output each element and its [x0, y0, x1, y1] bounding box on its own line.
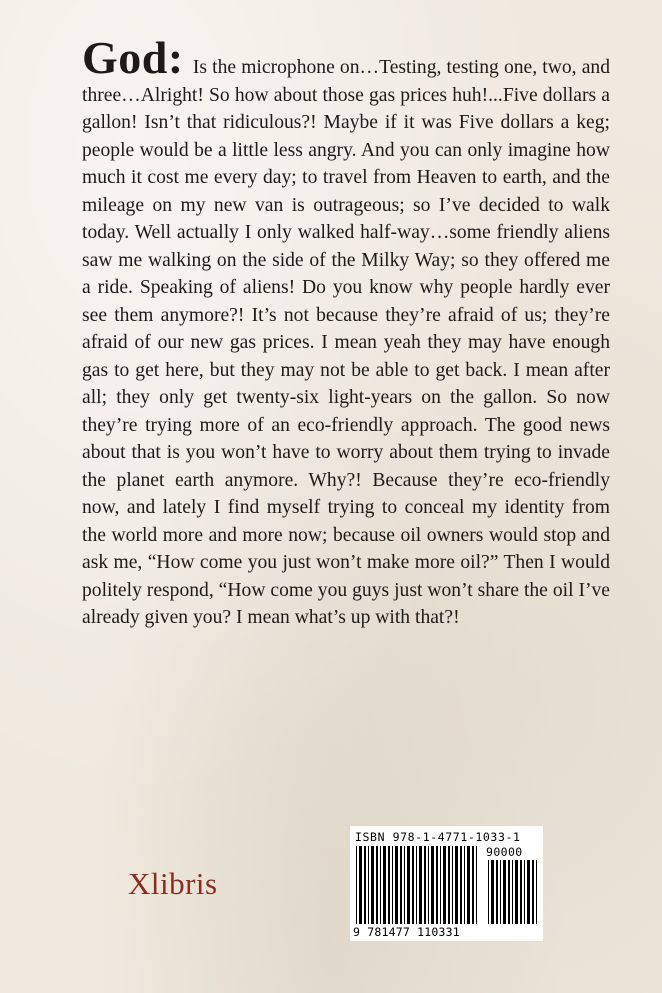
barcode-box: [350, 826, 543, 941]
blurb-text: Is the microphone on…Testing, testing one, two, and three…Alright! So how about those gas prices huh!...Five dollars a gallon! Isn’t that ridiculous?! Maybe if it was Five dollars a keg; people would be a little less angry. And you can only imagine how much it cost me every day; to travel from Heaven to earth, and the mileage on my new van is outrageous; so I’ve decided to walk today. Well actually I only walked half-way…some friendly aliens saw me walking on the side of the Milky Way; so they offered me a ride. Speaking of aliens! Do you know why people hardly ever see them anymore?! It’s not because they’re afraid of us; they’re afraid of our new gas prices. I mean yeah they may have enough gas to get here, but they may not be able to get back. I mean after all; they only get twenty-six light-years on the gallon. So now they’re trying more of an eco-friendly approach. The good news about that is you won’t have to worry about them trying to invade the planet earth anymore. Why?! Because they’re eco-friendly now, and lately I find myself trying to conceal my identity from the world more and more now; because oil owners would stop and ask me, “How come you just won’t make more oil?” Then I would politely respond, “How come you guys just won’t share the oil I’ve already given you? I mean what’s up with that?!: [82, 57, 610, 628]
back-cover-blurb: [82, 32, 610, 632]
speaker-label: God:: [82, 32, 184, 83]
price-code: 90000: [486, 845, 523, 859]
isbn-label: ISBN 978-1-4771-1033-1: [355, 830, 521, 844]
publisher-logo: Xlibris: [128, 866, 218, 901]
isbn-digits: 9 781477 110331: [353, 925, 460, 939]
